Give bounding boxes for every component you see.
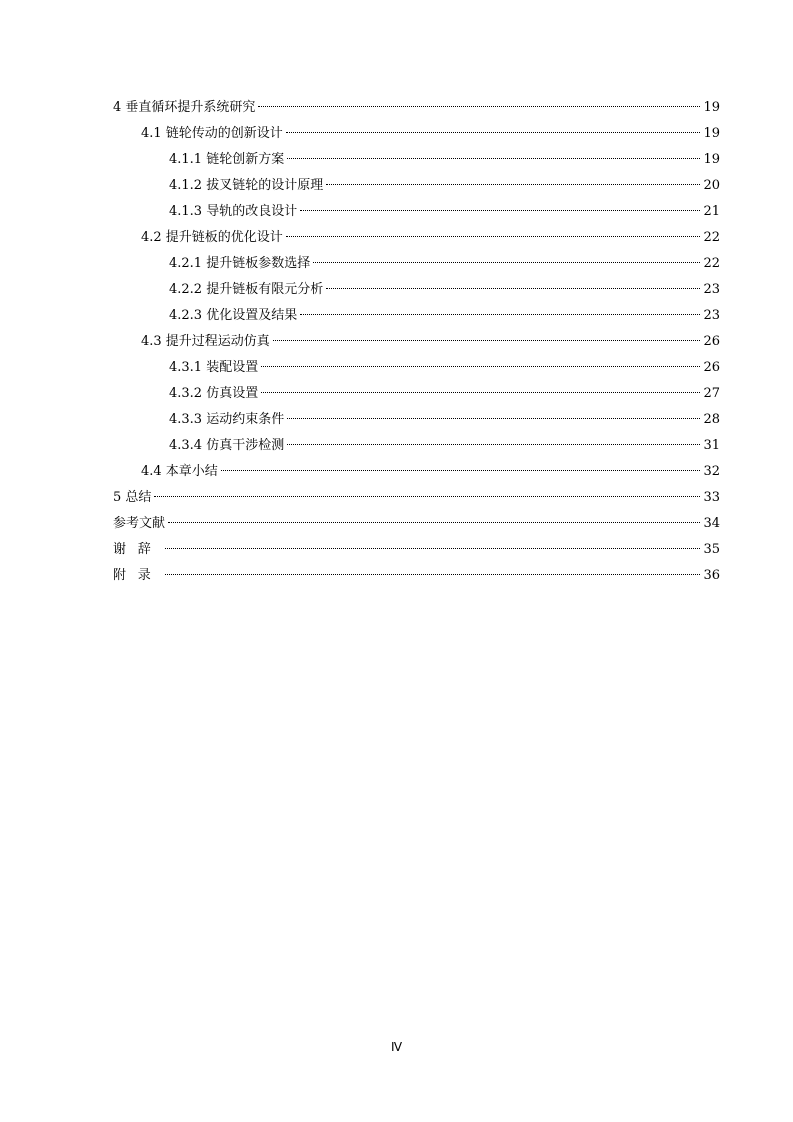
toc-entry-title[interactable]: 4.3.3 运动约束条件 [169, 412, 285, 427]
toc-entry-4-3[interactable] [113, 331, 720, 357]
toc-dot-leader [287, 418, 700, 419]
toc-page-number: 22 [703, 230, 720, 245]
toc-entry-title[interactable]: 4.4 本章小结 [141, 464, 218, 479]
toc-dot-leader [287, 444, 700, 445]
toc-page-number: 19 [703, 126, 720, 141]
toc-dot-leader [286, 132, 701, 133]
toc-dot-leader [300, 314, 700, 315]
toc-entry-title[interactable]: 4.2.1 提升链板参数选择 [169, 256, 311, 271]
toc-page-number: 20 [703, 178, 720, 193]
toc-entry-4-3-4[interactable] [113, 435, 720, 461]
toc-page-number: 32 [703, 464, 720, 479]
toc-entry-4-2[interactable] [113, 227, 720, 253]
toc-entry-acknowledgements[interactable] [113, 539, 720, 565]
toc-dot-leader [286, 236, 701, 237]
toc-entry-title[interactable]: 4.1.2 拔叉链轮的设计原理 [169, 178, 324, 193]
toc-entry-title[interactable]: 4.3.2 仿真设置 [169, 386, 259, 401]
toc-page-number: 33 [703, 490, 720, 505]
toc-page-number: 31 [703, 438, 720, 453]
toc-dot-leader [300, 210, 700, 211]
toc-entry-4-2-3[interactable] [113, 305, 720, 331]
toc-dot-leader [165, 574, 700, 575]
toc-page-number: 23 [703, 282, 720, 297]
toc-page-number: 26 [703, 360, 720, 375]
toc-page-number: 22 [703, 256, 720, 271]
toc-page-number: 23 [703, 308, 720, 323]
toc-page-number: 35 [703, 542, 720, 557]
toc-dot-leader [261, 366, 700, 367]
toc-page-number: 36 [703, 568, 720, 583]
toc-entry-chapter-4[interactable] [113, 97, 720, 123]
toc-dot-leader [165, 548, 700, 549]
toc-entry-4-1[interactable] [113, 123, 720, 149]
toc-entry-4-3-2[interactable] [113, 383, 720, 409]
page-number-footer: Ⅳ [390, 1040, 403, 1054]
toc-entry-title[interactable]: 4.2.3 优化设置及结果 [169, 308, 298, 323]
toc-entry-4-2-2[interactable] [113, 279, 720, 305]
toc-dot-leader [313, 262, 700, 263]
toc-entry-title[interactable]: 4.3 提升过程运动仿真 [141, 334, 270, 349]
toc-entry-title[interactable]: 4.2 提升链板的优化设计 [141, 230, 283, 245]
toc-dot-leader [154, 496, 700, 497]
toc-entry-4-1-1[interactable] [113, 149, 720, 175]
toc-page-number: 27 [703, 386, 720, 401]
toc-entry-appendix[interactable] [113, 565, 720, 591]
toc-entry-title[interactable]: 4.1.1 链轮创新方案 [169, 152, 285, 167]
toc-entry-title[interactable]: 附录 [113, 568, 163, 583]
toc-dot-leader [258, 106, 700, 107]
toc-entry-title[interactable]: 4.1 链轮传动的创新设计 [141, 126, 283, 141]
toc-page-number: 28 [703, 412, 720, 427]
toc-page-number: 26 [703, 334, 720, 349]
toc-entry-4-4[interactable] [113, 461, 720, 487]
toc-dot-leader [221, 470, 701, 471]
toc-entry-title[interactable]: 谢辞 [113, 542, 163, 557]
toc-entry-4-1-2[interactable] [113, 175, 720, 201]
toc-entry-title[interactable]: 4.3.1 装配设置 [169, 360, 259, 375]
toc-dot-leader [326, 288, 700, 289]
toc-page-number: 19 [703, 100, 720, 115]
toc-dot-leader [287, 158, 700, 159]
toc-entry-4-2-1[interactable] [113, 253, 720, 279]
toc-page-number: 19 [703, 152, 720, 167]
toc-dot-leader [326, 184, 700, 185]
toc-entry-chapter-5[interactable] [113, 487, 720, 513]
toc-dot-leader [273, 340, 701, 341]
toc-entry-title[interactable]: 4.2.2 提升链板有限元分析 [169, 282, 324, 297]
toc-dot-leader [168, 522, 700, 523]
toc-dot-leader [261, 392, 700, 393]
toc-page-number: 21 [703, 204, 720, 219]
toc-entry-title[interactable]: 参考文献 [113, 516, 166, 531]
toc-entry-title[interactable]: 4.1.3 导轨的改良设计 [169, 204, 298, 219]
toc-entry-title[interactable]: 4.3.4 仿真干涉检测 [169, 438, 285, 453]
table-of-contents [113, 97, 720, 591]
toc-entry-4-3-1[interactable] [113, 357, 720, 383]
toc-page-number: 34 [703, 516, 720, 531]
toc-entry-title[interactable]: 4 垂直循环提升系统研究 [113, 100, 256, 115]
toc-entry-title[interactable]: 5 总结 [113, 490, 152, 505]
toc-entry-references[interactable] [113, 513, 720, 539]
toc-entry-4-1-3[interactable] [113, 201, 720, 227]
toc-entry-4-3-3[interactable] [113, 409, 720, 435]
